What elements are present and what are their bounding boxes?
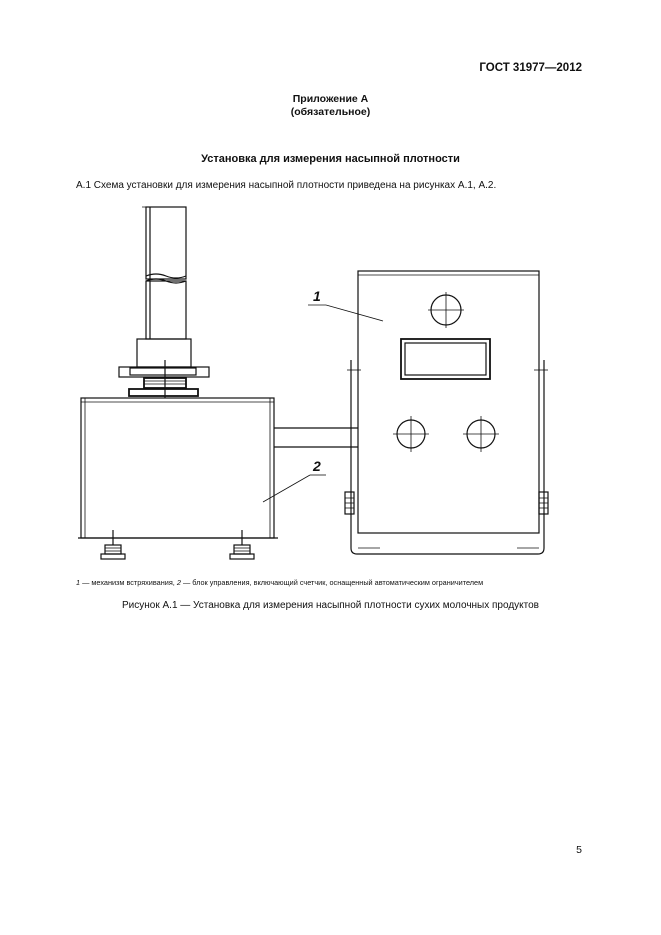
appendix-status: (обязательное) <box>290 106 371 118</box>
legend-item-2-number: 2 <box>176 578 181 587</box>
base-box <box>78 398 278 559</box>
legend-item-1-number: 1 <box>76 578 81 587</box>
connecting-tube <box>274 428 358 447</box>
callout-2-label: 2 <box>313 458 321 474</box>
figure-legend <box>76 578 483 587</box>
callout-1-label: 1 <box>313 288 321 304</box>
shaking-mechanism <box>119 207 209 398</box>
figure-caption: Рисунок А.1 — Установка для измерения насыпной плотности сухих молочных продуктов <box>122 600 539 611</box>
right-foot <box>230 530 254 559</box>
page-number: 5 <box>576 844 582 856</box>
legend-item-2-text: — блок управления, включающий счетчик, оснащенный автоматическим ограничителем <box>180 578 484 587</box>
body-paragraph: А.1 Схема установки для измерения насыпной плотности приведена на рисунках А.1, А.2. <box>76 180 497 191</box>
callout-2 <box>263 458 326 502</box>
section-title: Установка для измерения насыпной плотности <box>201 153 460 165</box>
standard-code: ГОСТ 31977—2012 <box>479 62 582 74</box>
left-foot <box>101 530 125 559</box>
appendix-title: Приложение А <box>292 93 369 105</box>
control-unit <box>345 271 548 554</box>
callout-1 <box>308 288 383 321</box>
legend-item-1-text: — механизм встряхивания, <box>80 578 177 587</box>
